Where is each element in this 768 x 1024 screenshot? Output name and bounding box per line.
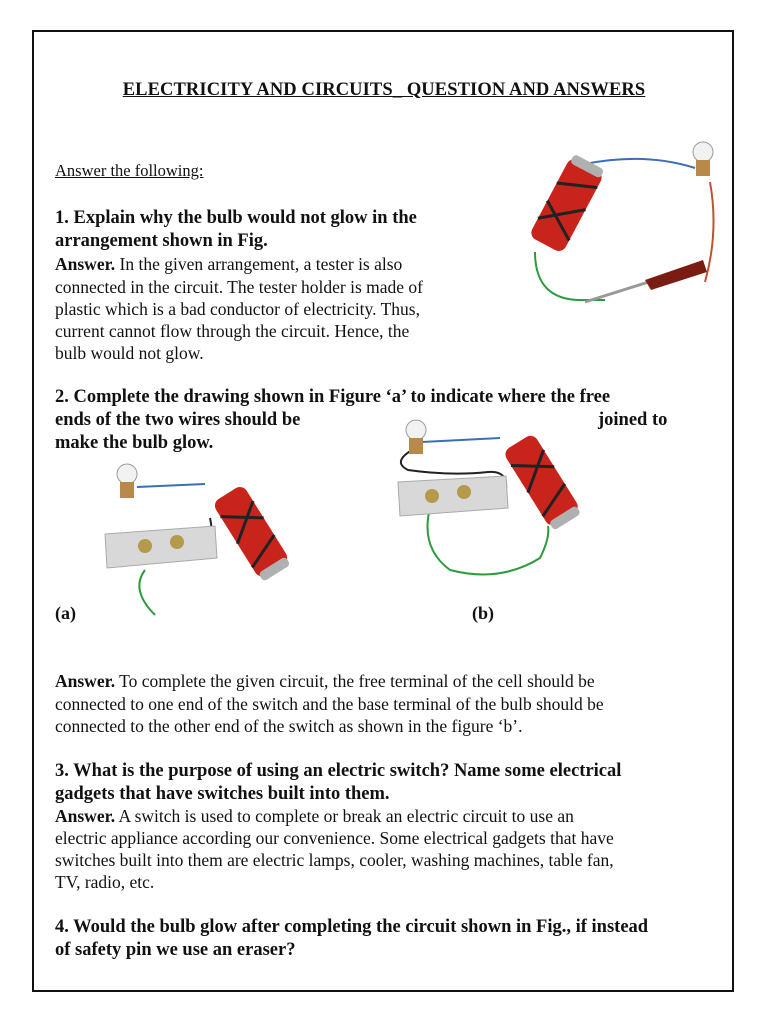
q1-answer-line-4: current cannot flow through the circuit. Hence, the bbox=[55, 321, 410, 341]
q2-question-line-1: 2. Complete the drawing shown in Figure ‘a’ to indicate where the free bbox=[55, 387, 611, 407]
q1-answer-text: In the given arrangement, a tester is also bbox=[115, 254, 403, 274]
q1-answer-line-1 bbox=[55, 253, 402, 275]
q4-question-line-1: 4. Would the bulb glow after completing the circuit shown in Fig., if instead bbox=[55, 917, 649, 937]
q3-question-line-1: 3. What is the purpose of using an electric switch? Name some electrical bbox=[55, 761, 622, 781]
q1-answer-line-5: bulb would not glow. bbox=[55, 343, 204, 363]
bulb-icon bbox=[406, 420, 426, 454]
q2-answer-line-3: connected to the other end of the switch as shown in the figure ‘b’. bbox=[55, 716, 523, 736]
switch-board-icon bbox=[398, 476, 508, 516]
battery-cell-icon bbox=[529, 153, 607, 254]
q2-answer-line-1 bbox=[55, 670, 595, 692]
figure-b-circuit bbox=[390, 418, 590, 588]
switch-board-icon bbox=[105, 526, 217, 568]
battery-cell-icon bbox=[212, 484, 292, 583]
q1-answer-line-2: connected in the circuit. The tester holder is made of bbox=[55, 277, 424, 297]
subheading: Answer the following: bbox=[55, 161, 204, 180]
q3-answer-text: A switch is used to complete or break an electric circuit to use an bbox=[115, 806, 574, 826]
q2-question-line-2b: joined to bbox=[598, 410, 668, 430]
q3-answer-line-3: switches built into them are electric lamps, cooler, washing machines, table fan, bbox=[55, 850, 614, 870]
answer-label: Answer. bbox=[55, 671, 116, 691]
q1-question-line-1: 1. Explain why the bulb would not glow in the bbox=[55, 208, 417, 228]
figure-a-label: (a) bbox=[55, 603, 76, 623]
screwdriver-tester-icon bbox=[585, 260, 707, 302]
answer-label: Answer. bbox=[55, 254, 116, 274]
figure-a-circuit bbox=[95, 460, 305, 620]
tester-circuit-figure bbox=[505, 132, 725, 312]
page-title: ELECTRICITY AND CIRCUITS_ QUESTION AND ANSWERS bbox=[122, 80, 646, 100]
bulb-icon bbox=[693, 142, 713, 176]
q1-question-line-2: arrangement shown in Fig. bbox=[55, 231, 268, 251]
q2-question-line-2a: ends of the two wires should be bbox=[55, 410, 301, 430]
q2-answer-line-2: connected to one end of the switch and the base terminal of the bulb should be bbox=[55, 694, 604, 714]
q1-answer-line-3: plastic which is a bad conductor of electricity. Thus, bbox=[55, 299, 420, 319]
bulb-icon bbox=[117, 464, 137, 498]
answer-label: Answer. bbox=[55, 806, 116, 826]
battery-cell-icon bbox=[502, 433, 582, 532]
figure-b-label: (b) bbox=[472, 603, 494, 623]
q2-answer-text: To complete the given circuit, the free terminal of the cell should be bbox=[115, 671, 595, 691]
q3-answer-line-1 bbox=[55, 805, 574, 827]
q4-question-line-2: of safety pin we use an eraser? bbox=[55, 940, 296, 960]
q3-answer-line-4: TV, radio, etc. bbox=[55, 872, 155, 892]
q3-question-line-2: gadgets that have switches built into them. bbox=[55, 784, 390, 804]
q3-answer-line-2: electric appliance according our convenience. Some electrical gadgets that have bbox=[55, 828, 614, 848]
q2-question-line-3: make the bulb glow. bbox=[55, 433, 214, 453]
